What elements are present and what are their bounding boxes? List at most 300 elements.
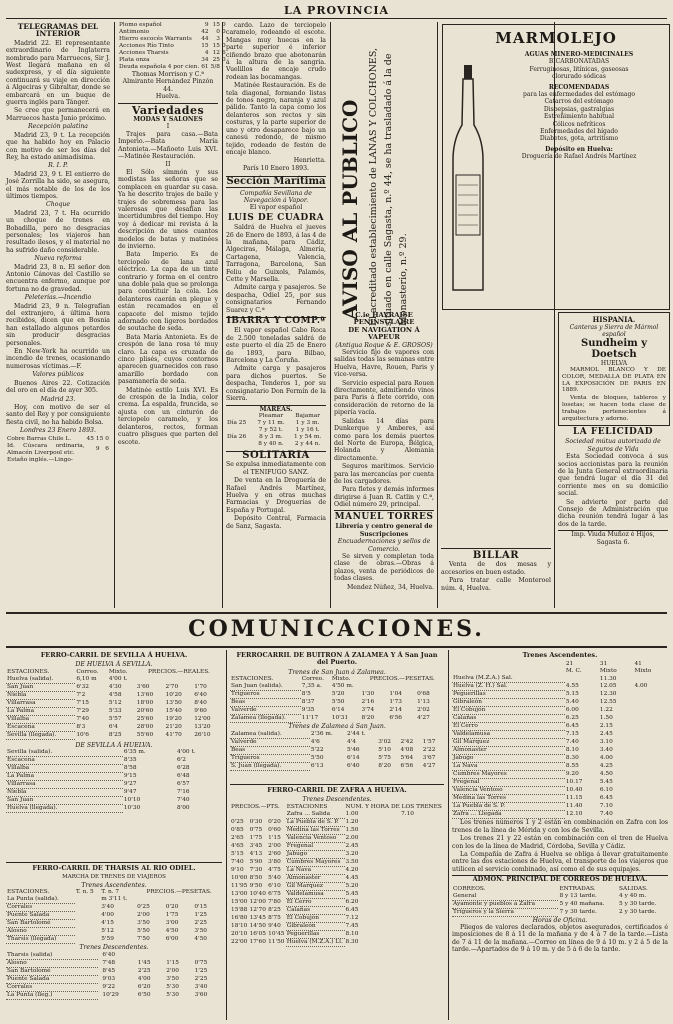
table-cell: 16'80: [231, 914, 248, 921]
table-cell: 5.45: [599, 779, 613, 786]
table-row: [230, 930, 444, 938]
table-cell: Valencia Ventoso: [452, 787, 565, 795]
correos-title: ADMON. PRINCIPAL DE CORREOS DE HUELVA.: [452, 875, 668, 883]
table-row: [452, 731, 668, 739]
table-cell: [400, 914, 444, 922]
table-cell: 4.00: [634, 683, 648, 690]
table-cell: 0'75: [249, 826, 263, 833]
rail-title: Trenes Ascendentes.: [522, 651, 598, 659]
article-paragraph: Madrid 23, 9 t. El entierro de José Zorrilla ha sido, se asegura, el más notable de los de los últimos tiempos.: [6, 170, 110, 200]
table-cell: 4.50: [599, 771, 613, 778]
hours-text: Pliegos de valores declarados, objetos asegurados, certificados é imposiciones de 8 á 11 de la mañana y de 4 á 7 de la tarde.—Lista de 7 á 11 de la mañana.—Correo en línea de 9 á 10 m. y 2 á 5 de la tarde.—Apartados de 9 á 10 m. y de 5 á 6 de la tarde.: [452, 924, 668, 954]
rail-buitron: [230, 650, 444, 780]
table-cell: 7.40: [565, 739, 579, 746]
ad-paragraph: Se sirven y completan toda clase de obras.—Obras á plazos, venta de periódicos de todas clases.: [334, 553, 434, 583]
table-cell: 5.40: [565, 699, 579, 706]
variedades-column: [118, 22, 226, 608]
table-cell: La Puebla de S. P.: [452, 803, 565, 811]
table-cell: [633, 771, 668, 779]
article-paragraph: cardo. Lazo de terciopelo caramelo, rodeando el escote. Mangas muy huecas en la parte superior é inferior ciñendo brazo que abotonarán á la altura de la sangría. Vuelillos de encaje crudo rodean las bocamangas.: [226, 22, 326, 81]
manuel-torres-ad: [334, 510, 434, 607]
table-row: Puente Salada 9'03 4'00 3'50 2'25: [7, 975, 208, 982]
article-paragraph: Se cree que permanecerá en Marruecos hasta Junio próximo.: [6, 107, 110, 122]
table-row: Escacena 8'3 6'4 28'00 21'20 13'20: [7, 723, 211, 730]
ad-paragraph: Para tratar calle Monteroel núm. 4, Huelva.: [441, 577, 551, 592]
table-row: [452, 707, 668, 715]
table-row: [230, 874, 444, 882]
masthead: LA PROVINCIA: [283, 4, 390, 17]
table-cell: Huelva (M.Z.A.) Ll.: [286, 938, 343, 945]
article-paragraph: Trajes para casa.—Bata Imperio.—Bata María Antonieta.—Mañoeto Luis XVI.—Matinée Restauración.: [118, 130, 218, 161]
column-divider: [448, 650, 449, 1020]
subheading: R. I. P.: [48, 162, 68, 170]
article-paragraph: Saldrá de Huelva el jueves 26 de Enero de 1893, á las 4 de la mañana, para Cádiz, Algeciras, Málaga, Almería, Cartagena, Valencia, Tarragona, Barcelona, San Feliu de Guixols, Palamós, Cette y Marsella.: [226, 224, 326, 283]
table-cell: 5.20: [345, 882, 359, 889]
table-cell: Calañas: [286, 906, 345, 914]
table-cell: [400, 874, 444, 882]
marmolejo-line: RECOMENDADAS: [548, 83, 610, 91]
table-cell: Cumbres Mayores: [452, 771, 565, 779]
signature: Thomas Morrison y C.ª: [131, 71, 205, 78]
table-cell: 5.15: [565, 691, 579, 698]
table-row: [230, 834, 444, 842]
table-cell: [400, 850, 444, 858]
table-row: [452, 755, 668, 763]
table-row: Niebla 9'47 7'16: [7, 789, 190, 796]
rail-note: Los trenes números 1 y 2 están en combinación en Zafra con los trenes de la línea de Mérida y con los de Sevilla.: [452, 819, 668, 834]
ad-address: Mendez Núñez, 34, Huelva.: [346, 583, 434, 591]
table-header: 21 31 41: [565, 661, 642, 668]
table-row: Alosno 7'48 1'45 1'15 0'75: [7, 959, 208, 966]
table-row: [230, 938, 444, 946]
dateline: París 10 Enero 1893.: [242, 164, 310, 172]
table-cell: El Cerro: [452, 723, 565, 731]
column-divider: [226, 650, 227, 1020]
rail-sevilla-huelva: [6, 650, 222, 860]
ad-paragraph: Esta Sociedad convoca á sus socios accionistas para la reunión de la Junta General extraordinaria que tendrá lugar el día 31 del corriente mes en su domicilio social.: [558, 453, 668, 498]
roman-numeral: II: [165, 161, 171, 169]
table-cell: Zafra ... Llegada: [452, 811, 565, 819]
table-row: [452, 795, 668, 803]
article-paragraph: Matinée Restauración. Es de tela diagonal, formando listas de tonos negro, naranja y azul pálido. Tanto la capa como los delanteros son rectos y sin costuras, y la parte superior de uno y otro desaparece bajo un canesú redondo, de mismo tejido, rodeado de festón de encaje blanco.: [226, 82, 326, 156]
correos-table: [452, 886, 668, 917]
table-header: Pleamar Bajamar: [258, 412, 320, 419]
table-cell: 10'45: [268, 930, 285, 937]
table-row: Puente Salada 4'00 2'00 1'75 1'25: [7, 912, 207, 919]
ad-paragraph: Servicio fijo de vapores con salidas todas las semanas entre Huelva, Havre, Rouen, Paris y vice-versa.: [334, 349, 434, 379]
table-cell: [400, 890, 444, 898]
rail-title: FERRO-CARRIL DE THARSIS AL RIO ODIEL.: [32, 864, 196, 872]
table-cell: [400, 930, 444, 938]
rail-tharsis: [6, 862, 222, 1021]
table-cell: [565, 675, 599, 683]
roman-numeral: I: [166, 123, 170, 131]
table-cell: 2.15: [599, 723, 613, 730]
table-cell: Valdelamusa: [452, 731, 565, 739]
table-cell: Peguerillas: [452, 691, 565, 699]
table-cell: 1.20: [345, 818, 359, 825]
table-row: Antimonio 42 0 0: [119, 29, 226, 35]
table-cell: Jabugo: [452, 755, 565, 763]
prices-table: [118, 22, 227, 71]
table-row: Día 25 7 y 11 m. 1 y 3 m.: [227, 419, 320, 426]
solitaria-title: SOLITARIA: [226, 451, 326, 459]
table-cell: [400, 922, 444, 930]
hours-title: Horas de Oficina.: [532, 916, 588, 924]
table-cell: La Nava: [286, 866, 345, 874]
table-cell: 7.40: [599, 811, 613, 818]
table-row: [452, 771, 668, 779]
table-cell: 0'25: [231, 818, 244, 825]
table-cell: 5'90: [249, 858, 263, 865]
table-header: PRECIOS.—PTS. ESTACIONES NUM. Y HORA DE LOS TRENES: [231, 803, 442, 810]
billar-ad: [441, 548, 551, 609]
subheading: Recepción palatina: [28, 123, 88, 131]
table-cell: 3.40: [599, 747, 613, 754]
rail-table: [6, 952, 222, 1000]
rail-sub: Trenes Descendentes.: [79, 944, 149, 952]
article-paragraph: Madrid 23, 8 n. El señor don Antonio Cánovas del Castillo se encuentra enfermo, aunque por fortuna no de gravedad.: [6, 263, 110, 293]
rail-table: [452, 661, 668, 819]
hispania-city: HUELVA: [600, 360, 628, 367]
article-paragraph: El Sólo símmón y sus modistas las señoras que se complacen en guardar su casa. Ya he descrito trajes de baile y trajes de sobremesa para las valerosas que desafían las incertidumbres del tiempo. Hoy voy á dedicar mi revista á la descripción de unos cuantos modelos de batas y matinées de invierno.: [118, 168, 218, 250]
subheading: Choque: [45, 201, 71, 209]
table-cell: Cumbres Mayores: [286, 858, 345, 866]
table-cell: 2'65: [231, 834, 244, 841]
table-cell: 1.00: [345, 811, 359, 818]
table-cell: [400, 834, 444, 842]
table-cell: 2.00: [345, 834, 359, 841]
article-paragraph: Buenos Aires 22. Cotización del oro en el día de ayer 305.: [6, 379, 110, 395]
table-row: Acciones Tharsis 4 12 6: [119, 50, 226, 56]
table-cell: 6.45: [345, 906, 359, 913]
table-cell: 8.10: [565, 747, 579, 754]
hispania-ad: [558, 312, 670, 426]
table-cell: 6'75: [268, 890, 281, 897]
subheading: Londres 23 Enero 1893.: [20, 427, 96, 435]
table-row: 8 y 40 n. 2 y 44 n.: [258, 440, 321, 447]
ship-company: IBARRA Y COMP.ª: [226, 316, 326, 327]
metals-table: [6, 436, 110, 464]
table-cell: [633, 747, 668, 755]
table-cell: 15'88: [231, 906, 248, 913]
table-row: Id. Cúscara ordinaria, Almacén Liverpool etc. 9 6: [7, 442, 109, 456]
table-row: General 8 y 13 tarde. 4 y 40 m.: [453, 892, 647, 899]
table-cell: 3'45: [249, 842, 263, 849]
table-row: Zalamea (salida). 2'36 m. 2'44 t.: [231, 730, 366, 737]
aviso-publico-vertical: AVISO AL PUBLICO: [338, 99, 362, 320]
table-row: [230, 906, 444, 914]
rail-sub: Trenes Descendentes.: [302, 796, 372, 804]
table-cell: 6.45: [565, 723, 579, 730]
table-cell: 1.50: [599, 715, 613, 722]
marmolejo-ad: [442, 24, 670, 310]
billar-title: BILLAR: [472, 550, 520, 561]
table-cell: 0'20: [268, 818, 281, 825]
article-paragraph: El vapor español Cabo Roca de 2.500 toneladas saldrá de este puerto el día 25 de Enero de 1893, para Bilbao, Barcelona y La Coruña.: [226, 327, 326, 365]
subheading: Madrid 23.: [40, 395, 76, 403]
article-paragraph: Depósito Central, Farmacia de Sanz, Sagasta.: [226, 515, 326, 530]
table-cell: 7.10: [599, 803, 613, 810]
article-paragraph: Se expulsa inmediatamente con el TENIFUGO SANZ.: [226, 461, 326, 476]
table-cell: 7.45: [345, 922, 359, 929]
rail-zafra-ascendentes: [452, 650, 668, 1020]
manuel-title: MANUEL TORRES: [334, 512, 434, 522]
ad-paragraph: Salidas 14 días para Dunkerque y Amberes, así como para los demás puertos del Norte de Europa, Bélgica, Holanda y Alemania directamente.: [334, 417, 434, 462]
table-row: Hierro escocés Warrants 44 3: [119, 36, 220, 42]
seccion-maritima-title: Sección Marítima: [226, 176, 326, 188]
variedades-title: Variedades: [131, 103, 205, 117]
table-cell: 13'45: [249, 914, 266, 921]
table-row: Acciones Río Tinto 15 15 0: [119, 43, 226, 49]
ship-intro: El vapor español: [249, 204, 303, 212]
table-cell: 22'00: [231, 938, 248, 945]
table-cell: 12'00: [249, 898, 266, 905]
ad-paragraph: Servicio especial para Rouen directamente, admitiendo vinos para Paris á flete corrido, con consideración de retorno de la pipería vacía.: [334, 379, 434, 417]
table-cell: 8.30: [345, 938, 359, 945]
table-row: Huelva (salida). 6,10 m 4'00 t.: [7, 675, 128, 683]
rail-sub: Trenes Ascendentes.: [81, 881, 147, 889]
rail-sub: MARCHA DE TRENES DE VIAJEROS: [62, 874, 166, 881]
table-cell: 2'60: [268, 850, 281, 857]
table-cell: [633, 699, 668, 707]
table-row: Beas 5'22 5'46 5'10 4'08 2'22: [231, 746, 436, 753]
table-cell: 12.05: [599, 683, 617, 690]
rail-title: FERRO-CARRIL DE SEVILLA Á HUELVA.: [40, 651, 188, 659]
table-cell: 3'80: [268, 858, 281, 865]
table-row: [452, 723, 668, 731]
table-cell: [400, 842, 444, 850]
rail-table: [6, 669, 222, 740]
variedades-subtitle: MODAS Y SALONES: [133, 116, 203, 124]
table-cell: 7'40: [231, 858, 244, 865]
table-cell: [633, 763, 668, 771]
table-row: San Juan (salida). 7,35 a. 4'50 m.: [231, 683, 354, 690]
table-row: [230, 882, 444, 890]
table-cell: 12.30: [599, 691, 617, 698]
marmolejo-line: Ferruginosas, litínicas, gaseosas: [529, 65, 629, 73]
table-cell: 4.25: [599, 763, 613, 770]
rail-table: [6, 889, 222, 944]
article-paragraph: De venta en la Droguería de Rafael Andrés Martínez, Huelva y en otras muchas Farmacias y Droguerías de España y Portugal.: [226, 477, 326, 514]
table-cell: 8'75: [268, 914, 281, 921]
table-cell: [633, 779, 668, 787]
table-row: [230, 890, 444, 898]
table-cell: El Cobujón: [452, 707, 565, 715]
marmolejo-sub1: AGUAS MINERO-MEDICINALES: [524, 51, 634, 58]
table-cell: 11'50: [268, 938, 285, 945]
table-row: Corrales 9'22 6'20 5'30 3'40: [7, 983, 208, 990]
table-row: La Palma 7'29 5'33 20'60 15'40 9'60: [7, 707, 207, 714]
telegramas-column: [6, 22, 110, 608]
subheading: Valores públicos: [32, 371, 84, 379]
rail-note: La Compañía de Zafra á Huelva se obliga á llevar gratuitamente entre las dos estaciones de Huelva, el transporte de los viajeros que utilicen el servicio combinado, así como el de sus equipajes.: [452, 851, 668, 873]
maritima-column: [226, 22, 326, 608]
table-cell: 15'00: [231, 898, 248, 905]
table-cell: 12.10: [565, 811, 583, 818]
table-cell: 9'50: [249, 882, 263, 889]
table-cell: 8.30: [565, 755, 579, 762]
ad-paragraph: Venta de bloques, tableros y losetas; se hacen toda clase de trabajos pertenecientes á arquitectura y adorno.: [562, 395, 666, 422]
table-cell: 9.20: [565, 771, 579, 778]
table-cell: 6.20: [345, 898, 359, 905]
table-row: Cobre Barras Chile L. 45 15 0: [7, 435, 109, 442]
rail-sub: Trenes de San Juan á Zalamea.: [288, 668, 386, 676]
table-cell: 4'65: [231, 842, 244, 849]
rail-title: FERRO-CARRIL DE ZAFRA A HUELVA.: [267, 786, 407, 794]
ad-paragraph: Se advierte por parte del Consejo de Administración que dicha reunión tendrá lugar á las dos de la tarde.: [558, 498, 668, 528]
table-row: La Punta (lleg.) 10'29 6'50 5'30 3'60: [7, 991, 208, 998]
ad-paragraph: Para fletes y demás informes dirigirse á Juan R. Catlin y C.ª, Odiel número 29, principal.: [334, 486, 434, 509]
table-row: [230, 914, 444, 922]
article-paragraph: Bata Imperio. Es de terciopelo de lana azul eléctrico. La capa de un tinte contrario y forma en el centro una doble pala que se prolonga para constituir la cola. Los delanteros caerán en plegue y están recamados en el capacete del mismo tejido adornado con ligeros bordados de soutache de seda.: [118, 251, 218, 333]
table-cell: Medina las Torres: [286, 826, 345, 834]
tides-table: [226, 413, 326, 448]
table-cell: [249, 811, 268, 819]
table-row: San Juan 10'10 7'40: [7, 797, 190, 804]
rail-title: FERROCARRIL DE BUITRON Á ZALAMEA Y Á San Juan del Puerto.: [236, 651, 438, 667]
table-cell: [267, 811, 286, 819]
table-cell: 9'40: [268, 922, 281, 929]
table-cell: 6.00: [565, 707, 579, 714]
banner-rule: [6, 646, 667, 648]
table-cell: 17'60: [249, 938, 266, 945]
table-cell: Almonaster: [452, 747, 565, 755]
table-cell: Medina las Torres: [452, 795, 565, 803]
havraise-title: C.ie HAVRAISE PENINSULAIRE: [353, 311, 415, 327]
table-row: [452, 691, 668, 699]
article-paragraph: En New-York ha ocurrido un incendio de trenes, ocasionando numerosas víctimas.—F.: [6, 348, 110, 370]
table-row: San Juan 6'32 4'30 3'60 2'70 1'70: [7, 683, 207, 690]
table-cell: 6.25: [565, 715, 579, 722]
company-name: Compañía Sevillana de Navegación á Vapor.: [240, 189, 312, 204]
aviso-text-vertical: El acreditado establecimiento de LANAS Y COLCHONES, situado en calle Sagasta, n.º 44, se ha trasladado á la de Monasterio, n.º 29.: [368, 47, 409, 326]
table-cell: 5'40: [268, 874, 281, 881]
table-cell: [230, 811, 249, 819]
table-row: Trigueros y la Sierra 7 y 30 tarde. 2 y 30 tarde.: [453, 908, 657, 915]
table-row: [230, 850, 444, 858]
marmolejo-line: Catarros del estómago: [544, 98, 614, 106]
table-row: 7 y 52 t. 1 y 16 t.: [258, 426, 320, 433]
felicidad-sub: Sociedad mútua autorizada de Seguros de Vida: [565, 438, 661, 453]
table-cell: [633, 707, 668, 715]
table-cell: [400, 882, 444, 890]
article-paragraph: Hoy, con motivo de ser el santo del Rey y por consiguiente fiesta civil, no ha habido Bolsa.: [6, 403, 110, 426]
article-paragraph: Matinée estilo Luis XVI. Es de crespón de la India, color crema. La espalda, fruncida, se ajusta con un cinturón de terciopelo caramelo, y los delanteros, rectos, forman cuatro plisgues que parten del escote.: [118, 386, 218, 446]
table-cell: 11.40: [565, 803, 583, 810]
table-row: San Bartolomé 4'15 3'50 3'00 2'25: [7, 920, 207, 927]
table-cell: 4.45: [345, 874, 359, 881]
table-cell: [633, 795, 668, 803]
article-paragraph: Bata María Antonieta. Es de crespón de lana rosa té muy claro. La capa es cruzada de cinco plisés, cuyos contornos aparecen guarnecidos con raso amarillo bordado con pasamanería de seda.: [118, 333, 218, 386]
table-cell: [633, 755, 668, 763]
table-cell: Gibraleón: [452, 699, 565, 707]
table-cell: 5'15: [231, 850, 244, 857]
table-cell: 1'15: [268, 834, 281, 841]
table-row: Escacena 8'35 6'2: [7, 757, 186, 764]
table-cell: 1.22: [599, 707, 613, 714]
table-cell: 2.45: [345, 842, 359, 849]
table-cell: 0'85: [231, 826, 244, 833]
marmolejo-line: Depósito en Huelva:: [545, 145, 613, 153]
telegramas-title: TELEGRAMAS DEL INTERIOR: [17, 22, 99, 39]
table-cell: 16'05: [249, 930, 266, 937]
marmolejo-line: para las enfermedades del estómago: [523, 91, 635, 99]
table-cell: Fregenal: [452, 779, 565, 787]
rail-note: Los trenes 21 y 22 están en combinación con el tren de Huelva con los de la línea de Madrid, Córdoba, Sevilla y Cádiz.: [452, 835, 668, 850]
column-divider: [114, 22, 115, 608]
table-cell: [633, 803, 668, 811]
table-cell: 12.55: [599, 699, 617, 706]
table-cell: 13'00: [231, 890, 248, 897]
table-row: [452, 787, 668, 795]
table-cell: 1'75: [249, 834, 263, 841]
table-cell: 2.45: [599, 731, 613, 738]
ad-paragraph: Venta de dos mesas y accesorios en buen estado.: [441, 561, 551, 576]
table-cell: [400, 826, 444, 834]
table-header: CORREOS. ENTRADAS. SALIDAS.: [453, 885, 648, 892]
table-cell: [400, 906, 444, 914]
table-cell: [633, 691, 668, 699]
table-cell: Huelva (M.Z.A.) Sal.: [452, 675, 565, 683]
table-cell: [633, 811, 668, 819]
table-cell: [633, 723, 668, 731]
table-cell: 10'40: [249, 890, 266, 897]
table-cell: [633, 715, 668, 723]
table-cell: 18'10: [231, 922, 248, 929]
ad-paragraph: Seguros marítimos. Servicio para las mercancías por cuenta de los cargadores.: [334, 463, 434, 485]
table-cell: [633, 675, 668, 683]
table-cell: 4'75: [268, 866, 281, 873]
marmolejo-line: Diabetes, gota, artritismo: [539, 135, 619, 143]
table-row: Plata onza 34 25 0: [119, 57, 226, 63]
table-cell: 7.12: [345, 914, 359, 921]
felicidad-ad: [558, 426, 668, 608]
table-cell: 3.50: [345, 858, 359, 865]
manuel-sub2: Encuadernaciones y sellos de Comercio.: [337, 538, 431, 553]
table-row: [230, 898, 444, 906]
subheading: Peleterías.—Incendio: [24, 294, 92, 302]
table-row: [452, 683, 668, 691]
table-row: Villalba 7'40 5'57 25'60 19'20 12'00: [7, 715, 211, 722]
rail-sub: DE HUELVA Á SEVILLA.: [75, 661, 153, 669]
marmolejo-line: Droguería de Rafael Andrés Martínez: [521, 153, 637, 161]
table-header: M. C. Mixto Mixto: [565, 668, 652, 675]
table-cell: 0'30: [249, 818, 263, 825]
hispania-firm: Sundheim y Doetsch: [580, 338, 648, 360]
table-cell: Gil Marquez: [452, 739, 565, 747]
manuel-sub: Librería y centro general de Suscripciones: [335, 523, 433, 538]
table-row: Corrales 3'40 0'25 0'20 0'15: [7, 904, 207, 911]
table-row: Villarrasa 7'15 5'12 18'00 13'50 8'40: [7, 699, 207, 706]
marmolejo-sub2: BICARBONATADAS: [548, 58, 610, 66]
table-cell: 11'95: [231, 882, 248, 889]
article-paragraph: Admite carga y pasajeros para dichos puertos. Se despacha, Tenderos 1, por su consignatario Don Fermín de la Sierra.: [226, 365, 326, 403]
table-cell: 8.10: [345, 930, 359, 937]
table-cell: Fregenal: [286, 842, 345, 850]
marmolejo-text: [495, 51, 663, 303]
table-cell: 14'50: [249, 922, 266, 929]
table-cell: La Puebla de S. P.: [286, 818, 345, 826]
table-header: ESTACIONES. T. n. 5 T. n. 7 PRECIOS.—PESETAS.: [7, 889, 212, 896]
table-cell: Calañas: [452, 715, 565, 723]
table-cell: [400, 898, 444, 906]
table-row: Beas 8'37 5'50 2'16 1'73 1'13: [231, 699, 430, 706]
table-cell: El Cerro: [286, 898, 345, 906]
signature-address: Almirante Hernández Pinzón 44.: [122, 78, 214, 93]
hispania-text: [562, 367, 666, 422]
table-cell: Valdelamusa: [286, 890, 345, 898]
